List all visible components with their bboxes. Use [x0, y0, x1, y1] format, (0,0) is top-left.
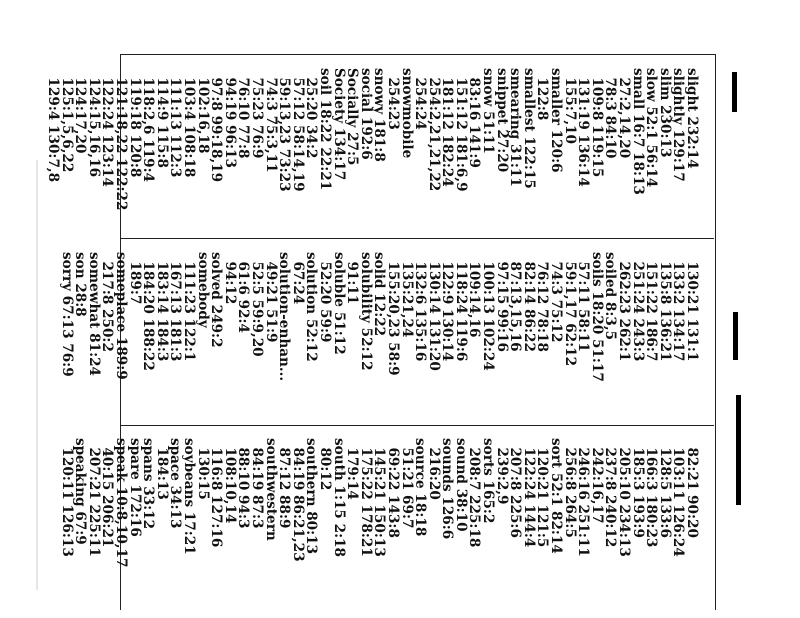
index-entry: 189:7: [126, 252, 143, 305]
index-entry: 67:24: [289, 252, 306, 305]
index-entry: 256:8 264:5: [561, 438, 578, 538]
index-entry: 130:15: [194, 438, 211, 500]
index-entry: 57:11 58:11: [575, 252, 592, 352]
index-entry: 242:16,17: [588, 438, 605, 524]
index-entry: 51:21 69:7: [398, 438, 415, 529]
index-entry: 151:22 186:7: [643, 252, 660, 362]
index-entry: someplace 189:9: [113, 252, 130, 380]
index-entry: solution-enhan...: [276, 252, 293, 382]
index-entry: south 1:15 2:18: [330, 438, 347, 558]
index-entry: 207:21 225:11: [85, 438, 102, 557]
index-entry: 135:8 136:21: [656, 252, 673, 362]
index-entry: slightly 129:17: [670, 68, 687, 182]
index-entry: 109:14,16: [466, 252, 483, 338]
index-entry: sounds 126:6: [439, 438, 456, 540]
index-entry: 84:19 86:21,23: [289, 438, 306, 562]
index-entry: 76:12 78:18: [534, 252, 551, 352]
index-entry: 103:11 126:24: [670, 438, 687, 557]
index-entry: 217:8 250:2: [99, 252, 116, 352]
index-entry: 251:24 243:3: [629, 252, 646, 362]
index-entry: 100:13 102:24: [480, 252, 497, 371]
index-entry: soil 18:22 22:21: [316, 68, 333, 191]
index-entry: 254:23: [384, 68, 401, 130]
index-entry: speak 10:8,10,17: [113, 438, 130, 568]
index-entry: solubility 52:12: [357, 252, 374, 371]
index-entry: smaller 120:6: [548, 68, 565, 173]
index-entry: 87:12 88:9: [276, 438, 293, 529]
index-entry: 122:9 130:14: [439, 252, 456, 362]
index-entry: 120:11 126:13: [58, 438, 75, 557]
index-entry: 132:6 135:16: [412, 252, 429, 362]
index-column-2-entries: [59, 252, 698, 382]
index-entry: 128:5 133:6: [656, 438, 673, 538]
index-entry: snowy 181:8: [371, 68, 388, 162]
index-entry: 82:14 86:22: [520, 252, 537, 352]
index-entry: son 28:8: [72, 252, 89, 317]
index-entry: 74:3 75:12: [548, 252, 565, 343]
index-entry: 97:15 99:16: [493, 252, 510, 352]
index-entry: 179:14: [344, 438, 361, 500]
index-entry: 94:19 96:13: [221, 68, 238, 168]
index-entry: 59:13,23 73:23: [276, 68, 293, 192]
index-entry: 124:17,20: [72, 68, 89, 154]
index-entry: solid 12:22: [371, 252, 388, 337]
index-entry: slim 230:13: [656, 68, 673, 158]
index-entry: 184:20 188:22: [140, 252, 157, 371]
index-entry: spans 33:12: [140, 438, 157, 530]
index-entry: 124:15,16,16: [85, 68, 102, 178]
index-entry: southwestern: [262, 438, 279, 541]
index-entry: slight 232:14: [684, 68, 700, 169]
index-entry: 25:20 34:2: [303, 68, 320, 159]
index-entry: 80:12: [316, 438, 333, 491]
index-entry: 130:14 131:20: [425, 252, 442, 371]
index-entry: spare 172:16: [126, 438, 143, 537]
index-entry: solved 249:2: [208, 252, 225, 348]
index-entry: 121:18,22 122:22: [113, 68, 130, 211]
index-entry: snowmobile: [398, 68, 415, 159]
index-entry: 254:2,21,21,22: [425, 68, 442, 192]
index-entry: soluble 51:12: [330, 252, 347, 355]
index-entry: speaking 67:9: [72, 438, 89, 545]
index-entry: Society 134:17: [330, 68, 347, 181]
index-entry: 119:18 120:8: [126, 68, 143, 178]
index-entry: sorry 67:13 76:9: [58, 252, 75, 377]
index-entry: soybeans 17:21: [181, 438, 198, 555]
index-entry: 135:21,24: [398, 252, 415, 338]
index-entry: 83:16 141:9: [466, 68, 483, 168]
index-entry: somebody: [194, 252, 211, 328]
index-entry: 237:8 240:12: [602, 438, 619, 548]
index-entry: 88:10 94:3: [235, 438, 252, 529]
index-entry: 205:10 234:13: [616, 438, 633, 557]
index-entry: 78:3 84:10: [602, 68, 619, 159]
index-entry: 97:8 99:18,19: [208, 68, 225, 183]
index-entry: 166:3 180:23: [643, 438, 660, 548]
index-entry: 76:10 77:8: [235, 68, 252, 159]
index-entry: 61:6 92:4: [235, 252, 252, 333]
index-entry: 181:12 182:24: [439, 68, 456, 187]
index-entry: 185:3 193:9: [629, 438, 646, 538]
index-entry: source 18:18: [412, 438, 429, 537]
index-entry: 130:21 131:1: [684, 252, 700, 362]
index-entry: 131:19 136:14: [575, 68, 592, 187]
index-entry: 52:20 59:9: [316, 252, 333, 343]
index-entry: 69:22 143:8: [384, 438, 401, 538]
index-entry: 262:23 262:1: [616, 252, 633, 362]
index-entry: snippet 27:20: [493, 68, 510, 173]
index-entry: sorts 165:2: [480, 438, 497, 524]
index-entry: 49:21 51:9: [262, 252, 279, 343]
index-entry: 75:23 76:9: [249, 68, 265, 159]
index-entry: small 16:7 18:13: [629, 68, 646, 195]
index-entry: smallest 122:15: [520, 68, 537, 189]
index-entry: Socially 27:5: [344, 68, 361, 166]
index-entry: 155:7,10: [561, 68, 578, 144]
binding-mark-bottom: [736, 395, 741, 505]
index-entry: somewhat 81:24: [85, 252, 102, 377]
index-entry: 27:2,14,20: [616, 68, 633, 159]
index-entry: 183:14 184:3: [153, 252, 170, 362]
index-entry: 133:2 134:17: [670, 252, 687, 362]
index-entry: 120:21 121:5: [534, 438, 551, 548]
binding-mark-middle: [733, 312, 738, 360]
index-entry: 216:20: [425, 438, 442, 500]
index-entry: 175:22 178:21: [357, 438, 374, 557]
index-entry: 125:1,5,6,22: [58, 68, 75, 173]
index-entry: slow 52:1 56:14: [643, 68, 660, 188]
index-entry: 122:8: [534, 68, 551, 121]
index-entry: 116:8 127:16: [208, 438, 225, 548]
index-entry: 111:23 122:1: [181, 252, 198, 362]
index-entry: 82:21 90:20: [684, 438, 700, 538]
index-entry: social 192:6: [357, 68, 374, 160]
index-entry: soils 18:20 51:17: [588, 252, 605, 382]
index-entry: southern 80:13: [303, 438, 320, 555]
index-entry: 145:21 150:13: [371, 438, 388, 557]
index-entry: 111:13 112:3: [167, 68, 184, 178]
index-entry: 103:4 108:18: [181, 68, 198, 178]
index-entry: soiled 8:3,5: [602, 252, 619, 341]
index-entry: solution 52:12: [303, 252, 320, 362]
index-entry: 114:9 115:8: [153, 68, 170, 168]
index-entry: 91:11: [344, 252, 361, 305]
index-entry: 122:24 144:4: [520, 438, 537, 548]
index-entry: 118:2,6 119:4: [140, 68, 157, 183]
index-entry: 109:8 119:15: [588, 68, 605, 178]
index-entry: 87:13,15,16: [507, 252, 524, 352]
index-entry: 122:24 123:14: [99, 68, 116, 187]
index-entry: sort 52:1 82:14: [548, 438, 565, 554]
column-divider-1: [121, 238, 714, 239]
index-entry: 208:7 225:18: [466, 438, 483, 548]
index-entry: 118:24 119:6: [452, 252, 469, 362]
index-entry: 155:20,23 58:9: [384, 252, 401, 376]
index-entry: smearing 31:11: [507, 68, 524, 187]
scan-artifact-line: [36, 160, 38, 590]
index-entry: 40:15 206:21: [99, 438, 116, 548]
index-entry: 57:12 58:14,19: [289, 68, 306, 192]
index-column-1-entries: [46, 68, 699, 210]
index-entry: 94:12: [221, 252, 238, 305]
index-entry: 239:2,9: [493, 438, 510, 505]
index-entry: 207:8 225:6: [507, 438, 524, 538]
index-entry: 246:16 251:11: [575, 438, 592, 557]
index-column-3-entries: [59, 438, 698, 567]
index-entry: 84:19 87:3: [249, 438, 265, 529]
index-entry: 108:10,14: [221, 438, 238, 524]
index-entry: 254:24: [412, 68, 429, 130]
binding-mark-top: [732, 72, 737, 112]
index-entry: 74:3 75:3,11: [262, 68, 279, 173]
column-divider-2: [121, 425, 714, 426]
index-entry: 52:5 59:9,20: [249, 252, 265, 357]
index-entry: 184:13: [153, 438, 170, 500]
index-entry: 102:16,18: [194, 68, 211, 154]
index-entry: 59:1,17 62:12: [561, 252, 578, 367]
index-entry: 167:13 181:3: [167, 252, 184, 362]
index-entry: 151:12 181:6,9: [452, 68, 469, 192]
index-entry: 129:4 130:7,8: [45, 68, 62, 183]
index-entry: space 34:13: [167, 438, 184, 529]
index-entry: snow 51:11: [480, 68, 497, 154]
index-entry: sound 38:10: [452, 438, 469, 532]
